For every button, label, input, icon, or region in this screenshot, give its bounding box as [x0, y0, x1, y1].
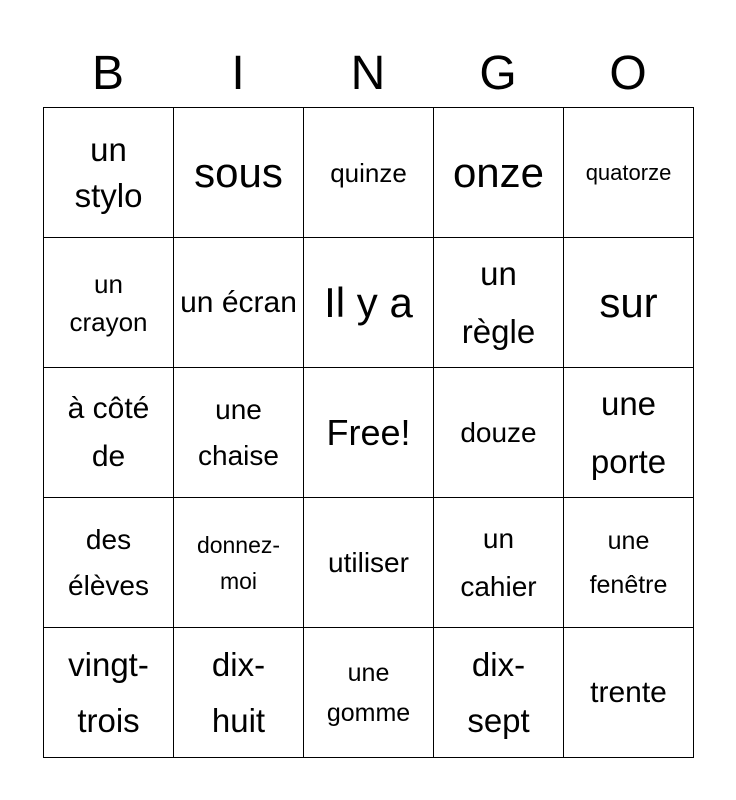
cell-text: une fenêtre	[589, 526, 668, 599]
cell-text: Il y a	[324, 278, 413, 326]
cell-text: un cahier	[460, 522, 537, 602]
cell-text: sous	[194, 148, 283, 196]
cell-text: quatorze	[585, 159, 672, 185]
bingo-cell-r3c5[interactable]	[564, 368, 694, 498]
bingo-cell-r3c2[interactable]	[174, 368, 304, 498]
bingo-cell-r3c1[interactable]	[44, 368, 174, 498]
bingo-cell-r1c5[interactable]	[564, 108, 694, 238]
bingo-cell-r2c5[interactable]	[564, 238, 694, 368]
cell-text: sur	[599, 278, 658, 326]
cell-text: dix-huit	[211, 645, 266, 739]
cell-text: Free!	[326, 411, 411, 453]
bingo-cell-r2c4[interactable]	[434, 238, 564, 368]
cell-text: un stylo	[74, 130, 143, 214]
cell-text: des élèves	[68, 523, 149, 601]
bingo-cell-r5c5[interactable]	[564, 628, 694, 758]
bingo-card	[43, 107, 694, 758]
header-letter-i: I	[231, 47, 245, 100]
cell-text: donnez-moi	[196, 531, 281, 594]
bingo-cell-r2c1[interactable]	[44, 238, 174, 368]
cell-text: quinze	[330, 157, 407, 188]
cell-text: utiliser	[328, 546, 409, 578]
cell-text: trente	[590, 675, 667, 709]
bingo-cell-r1c2[interactable]	[174, 108, 304, 238]
bingo-cell-r4c2[interactable]	[174, 498, 304, 628]
bingo-cell-r4c1[interactable]	[44, 498, 174, 628]
cell-text: onze	[452, 148, 545, 196]
bingo-cell-r1c3[interactable]	[304, 108, 434, 238]
bingo-cell-r5c1[interactable]	[44, 628, 174, 758]
bingo-cell-r2c3[interactable]	[304, 238, 434, 368]
bingo-cell-r2c2[interactable]	[174, 238, 304, 368]
bingo-cell-r3c4[interactable]	[434, 368, 564, 498]
bingo-cell-r5c2[interactable]	[174, 628, 304, 758]
cell-text: un crayon	[69, 268, 148, 337]
bingo-cell-r4c5[interactable]	[564, 498, 694, 628]
bingo-cell-r4c3[interactable]	[304, 498, 434, 628]
cell-text: dix-sept	[467, 645, 530, 739]
bingo-cell-r5c4[interactable]	[434, 628, 564, 758]
cell-text: un écran	[180, 285, 297, 319]
header-letter-o: O	[609, 47, 647, 100]
cell-text: une chaise	[198, 393, 279, 471]
cell-text: un règle	[461, 254, 536, 350]
bingo-header	[43, 40, 693, 108]
cell-text: douze	[460, 416, 537, 448]
bingo-cell-r1c1[interactable]	[44, 108, 174, 238]
header-letter-g: G	[479, 47, 517, 100]
cell-text: une porte	[590, 384, 667, 480]
bingo-cell-r4c4[interactable]	[434, 498, 564, 628]
cell-text: une gomme	[326, 658, 411, 727]
bingo-cell-r1c4[interactable]	[434, 108, 564, 238]
bingo-cell-r5c3[interactable]	[304, 628, 434, 758]
header-letter-b: B	[91, 47, 124, 100]
bingo-cell-r3c3[interactable]	[304, 368, 434, 498]
cell-text: vingt-trois	[68, 645, 149, 739]
header-letter-n: N	[350, 47, 386, 100]
cell-text: à côté de	[67, 391, 150, 473]
